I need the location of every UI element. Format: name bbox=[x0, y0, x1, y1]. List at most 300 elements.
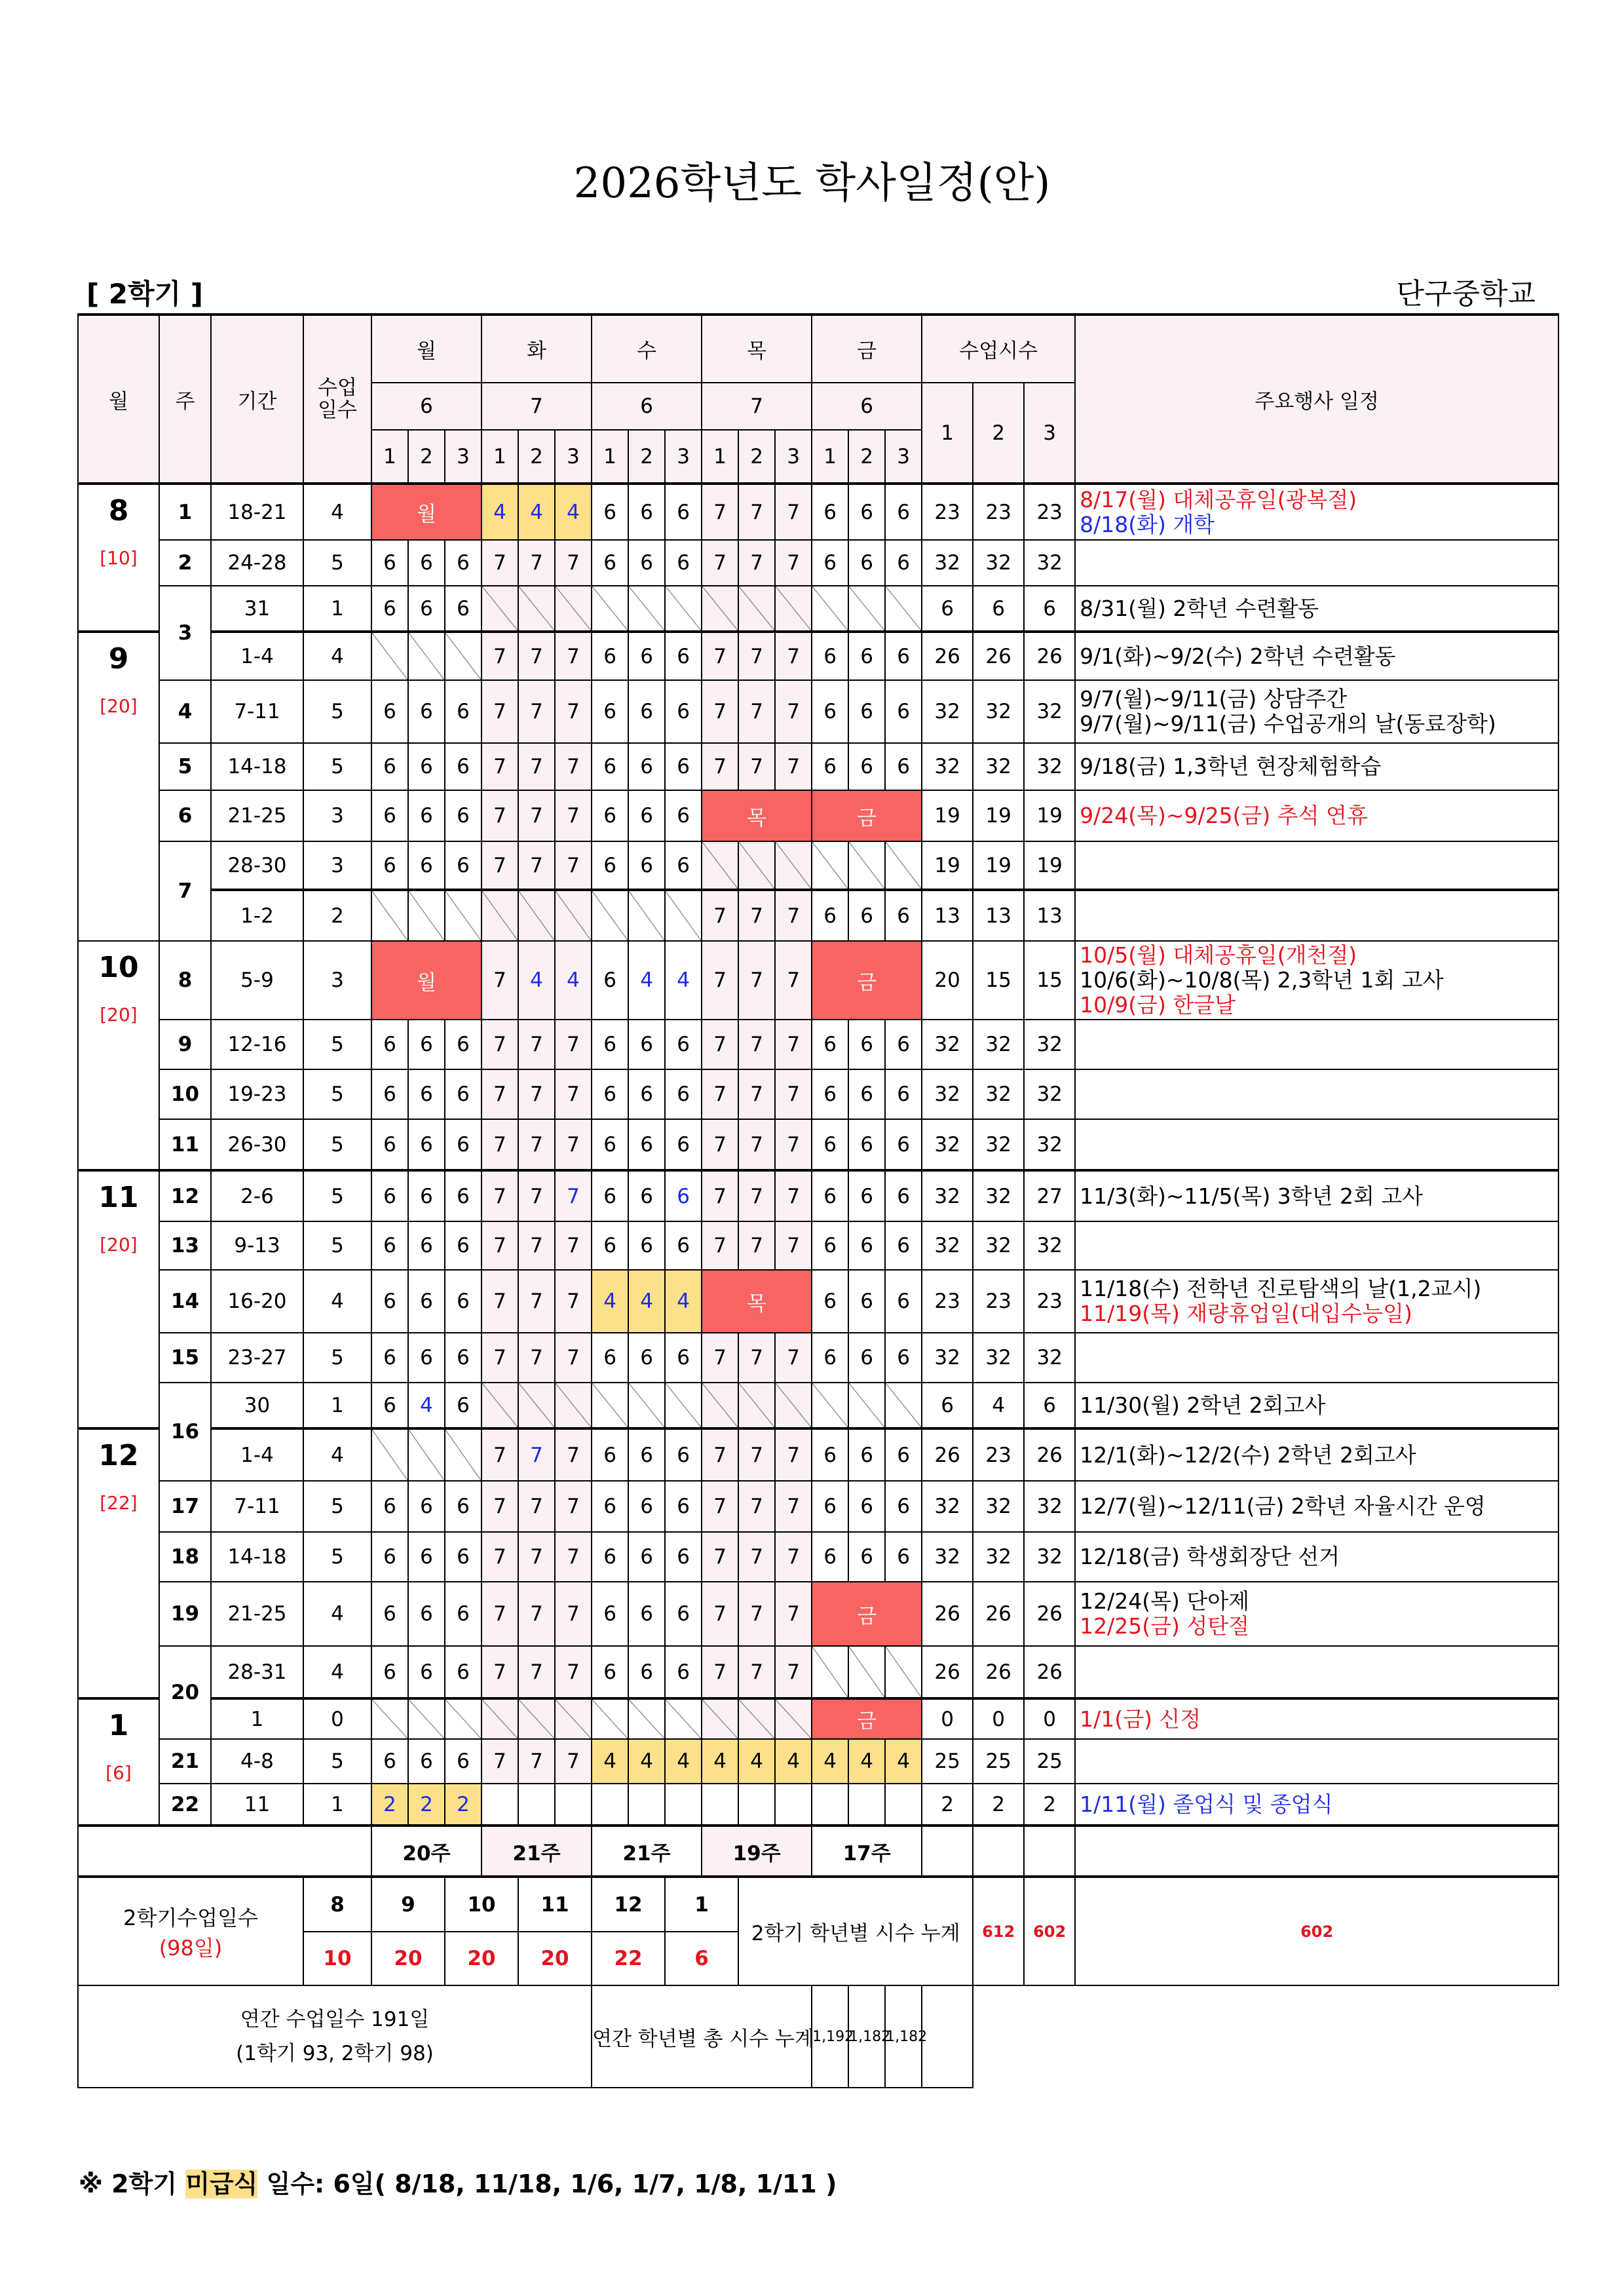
grade-hours-total: 602 bbox=[1024, 1877, 1075, 1985]
period-count-cell: 7 bbox=[555, 1221, 592, 1270]
schedule-row bbox=[78, 1221, 1558, 1270]
period-count-cell: 6 bbox=[408, 680, 445, 743]
period-count-cell: 6 bbox=[848, 680, 885, 743]
period-count-cell: 6 bbox=[665, 1170, 702, 1221]
event-text: 12/1(화)~12/2(수) 2학년 2회고사 bbox=[1080, 1442, 1416, 1468]
header-hours-grade: 1 bbox=[922, 383, 973, 484]
period-count-cell: 7 bbox=[702, 484, 738, 540]
header-hours-grade: 3 bbox=[1024, 383, 1075, 484]
schedule-table bbox=[77, 313, 1559, 2088]
schedule-row bbox=[78, 1170, 1558, 1221]
period-count-cell: 6 bbox=[885, 540, 922, 586]
period-count-cell: 7 bbox=[702, 1481, 738, 1532]
period-count-cell: 7 bbox=[555, 632, 592, 680]
event-text: 1/11(월) 졸업식 및 종업식 bbox=[1080, 1791, 1333, 1817]
period-count-cell bbox=[738, 1383, 775, 1428]
hours-grade-2: 32 bbox=[973, 540, 1024, 586]
period-cell: 1-2 bbox=[211, 890, 303, 941]
period-count-cell: 7 bbox=[482, 790, 518, 841]
week-number: 22 bbox=[159, 1784, 211, 1826]
hours-grade-1: 26 bbox=[922, 632, 973, 680]
period-count-cell: 7 bbox=[518, 841, 555, 890]
event-text: 11/18(수) 전학년 진로탐색의 날(1,2교시) bbox=[1080, 1276, 1482, 1301]
period-count-cell bbox=[848, 841, 885, 890]
period-cell: 16-20 bbox=[211, 1270, 303, 1333]
header-grade-num: 2 bbox=[848, 430, 885, 484]
period-count-cell: 7 bbox=[702, 1333, 738, 1383]
header-grade-num: 3 bbox=[555, 430, 592, 484]
period-count-cell: 6 bbox=[408, 1270, 445, 1333]
header-day: 수 bbox=[592, 315, 702, 383]
period-count-cell: 6 bbox=[665, 680, 702, 743]
period-count-cell: 6 bbox=[848, 743, 885, 790]
month-days-bracket: [6] bbox=[105, 1762, 132, 1784]
period-count-cell: 6 bbox=[628, 1582, 665, 1646]
period-count-cell: 7 bbox=[555, 743, 592, 790]
summary-month: 8 bbox=[303, 1877, 371, 1932]
holiday-block: 금 bbox=[812, 790, 922, 841]
period-count-cell bbox=[482, 1784, 518, 1826]
period-count-cell: 4 bbox=[848, 1739, 885, 1784]
period-count-cell: 7 bbox=[738, 1020, 775, 1069]
hours-grade-1: 32 bbox=[922, 1532, 973, 1582]
hours-grade-3: 32 bbox=[1024, 1532, 1075, 1582]
hours-grade-1: 32 bbox=[922, 1119, 973, 1170]
hours-grade-3: 32 bbox=[1024, 1481, 1075, 1532]
period-count-cell: 6 bbox=[445, 540, 482, 586]
month-cell bbox=[78, 484, 159, 632]
period-count-cell: 6 bbox=[885, 680, 922, 743]
month-cell bbox=[78, 1698, 159, 1826]
period-count-cell: 7 bbox=[702, 1532, 738, 1582]
event-text: 8/18(화) 개학 bbox=[1080, 511, 1215, 537]
summary-month: 10 bbox=[445, 1877, 518, 1932]
period-count-cell: 6 bbox=[408, 1069, 445, 1119]
hours-grade-3: 32 bbox=[1024, 540, 1075, 586]
week-number: 2 bbox=[159, 540, 211, 586]
class-days-cell: 4 bbox=[303, 484, 371, 540]
period-count-cell: 7 bbox=[775, 890, 812, 941]
period-cell: 1-4 bbox=[211, 632, 303, 680]
events-cell bbox=[1075, 1428, 1558, 1481]
period-count-cell: 6 bbox=[885, 1532, 922, 1582]
period-count-cell: 7 bbox=[518, 540, 555, 586]
period-count-cell: 6 bbox=[848, 1333, 885, 1383]
hours-grade-3: 19 bbox=[1024, 790, 1075, 841]
period-count-cell: 6 bbox=[371, 1221, 408, 1270]
page-title: 2026학년도 학사일정(안) bbox=[573, 159, 1051, 208]
class-days-cell: 5 bbox=[303, 1020, 371, 1069]
period-cell: 14-18 bbox=[211, 1532, 303, 1582]
month-number: 1 bbox=[108, 1709, 129, 1742]
period-count-cell: 6 bbox=[665, 841, 702, 890]
period-count-cell bbox=[775, 1784, 812, 1826]
hours-grade-2: 25 bbox=[973, 1739, 1024, 1784]
header-day-periods: 7 bbox=[702, 383, 812, 430]
schedule-row bbox=[78, 1383, 1558, 1428]
period-count-cell: 7 bbox=[555, 1270, 592, 1333]
period-count-cell bbox=[812, 586, 848, 632]
week-number: 15 bbox=[159, 1333, 211, 1383]
hours-grade-2: 6 bbox=[973, 586, 1024, 632]
schedule-row bbox=[78, 1428, 1558, 1481]
period-count-cell: 7 bbox=[482, 1270, 518, 1333]
period-count-cell: 7 bbox=[482, 680, 518, 743]
period-count-cell: 6 bbox=[408, 841, 445, 890]
period-count-cell: 6 bbox=[408, 1221, 445, 1270]
period-count-cell bbox=[665, 890, 702, 941]
summary-month: 12 bbox=[592, 1877, 665, 1932]
period-cell: 28-31 bbox=[211, 1646, 303, 1698]
period-count-cell: 7 bbox=[518, 1170, 555, 1221]
period-count-cell: 7 bbox=[775, 1170, 812, 1221]
schedule-row bbox=[78, 484, 1558, 540]
period-count-cell bbox=[702, 841, 738, 890]
event-text: 11/19(목) 재량휴업일(대입수능일) bbox=[1080, 1301, 1412, 1326]
period-count-cell: 7 bbox=[555, 1582, 592, 1646]
period-count-cell: 4 bbox=[812, 1739, 848, 1784]
header-class-days: 수업 일수 bbox=[303, 315, 371, 484]
period-count-cell: 7 bbox=[738, 632, 775, 680]
period-count-cell: 6 bbox=[885, 890, 922, 941]
summary-month-days: 22 bbox=[592, 1932, 665, 1985]
class-days-cell: 5 bbox=[303, 1739, 371, 1784]
event-text: 8/31(월) 2학년 수련활동 bbox=[1080, 595, 1319, 621]
period-count-cell: 6 bbox=[848, 1481, 885, 1532]
period-count-cell: 6 bbox=[848, 1119, 885, 1170]
period-count-cell: 7 bbox=[555, 1170, 592, 1221]
period-count-cell bbox=[885, 1383, 922, 1428]
period-count-cell: 6 bbox=[665, 1646, 702, 1698]
period-count-cell bbox=[518, 1784, 555, 1826]
period-count-cell: 6 bbox=[665, 1582, 702, 1646]
period-count-cell: 6 bbox=[592, 540, 628, 586]
class-days-cell: 4 bbox=[303, 1428, 371, 1481]
period-count-cell: 7 bbox=[702, 1069, 738, 1119]
period-count-cell: 6 bbox=[665, 1481, 702, 1532]
schedule-row bbox=[78, 1069, 1558, 1119]
period-count-cell: 6 bbox=[628, 540, 665, 586]
week-total: 17주 bbox=[812, 1826, 922, 1877]
period-count-cell: 6 bbox=[812, 680, 848, 743]
hours-grade-1: 32 bbox=[922, 1170, 973, 1221]
event-text: 11/30(월) 2학년 2회고사 bbox=[1080, 1392, 1326, 1418]
period-count-cell: 6 bbox=[885, 1428, 922, 1481]
period-count-cell bbox=[665, 1698, 702, 1739]
period-cell: 21-25 bbox=[211, 790, 303, 841]
hours-grade-2: 4 bbox=[973, 1383, 1024, 1428]
hours-grade-2: 32 bbox=[973, 743, 1024, 790]
period-count-cell: 4 bbox=[555, 484, 592, 540]
period-count-cell: 7 bbox=[482, 1020, 518, 1069]
holiday-block: 목 bbox=[702, 790, 812, 841]
period-count-cell bbox=[812, 1646, 848, 1698]
week-number: 14 bbox=[159, 1270, 211, 1333]
period-count-cell: 6 bbox=[885, 1221, 922, 1270]
schedule-row bbox=[78, 941, 1558, 1020]
period-count-cell bbox=[482, 1383, 518, 1428]
period-count-cell: 6 bbox=[592, 1069, 628, 1119]
period-count-cell bbox=[592, 1698, 628, 1739]
period-count-cell: 7 bbox=[702, 540, 738, 586]
period-count-cell: 7 bbox=[702, 1170, 738, 1221]
period-count-cell: 7 bbox=[702, 890, 738, 941]
period-count-cell: 7 bbox=[482, 841, 518, 890]
period-count-cell: 6 bbox=[371, 743, 408, 790]
annual-days-title: 연간 수업일수 191일 bbox=[240, 2008, 430, 2031]
period-count-cell bbox=[482, 890, 518, 941]
week-number: 1 bbox=[159, 484, 211, 540]
period-count-cell: 7 bbox=[702, 1428, 738, 1481]
week-total: 21주 bbox=[482, 1826, 592, 1877]
schedule-row bbox=[78, 1020, 1558, 1069]
period-count-cell: 6 bbox=[408, 1582, 445, 1646]
period-count-cell: 6 bbox=[408, 1170, 445, 1221]
footnote-highlight: 미급식 bbox=[185, 2170, 258, 2198]
period-count-cell bbox=[665, 1383, 702, 1428]
period-cell: 11 bbox=[211, 1784, 303, 1826]
period-count-cell bbox=[518, 1698, 555, 1739]
hours-grade-3: 13 bbox=[1024, 890, 1075, 941]
period-count-cell: 7 bbox=[555, 841, 592, 890]
period-count-cell: 6 bbox=[885, 1069, 922, 1119]
hours-grade-1: 20 bbox=[922, 941, 973, 1020]
period-count-cell: 6 bbox=[592, 1020, 628, 1069]
period-count-cell: 4 bbox=[775, 1739, 812, 1784]
period-count-cell: 4 bbox=[628, 941, 665, 1020]
events-cell bbox=[1075, 1270, 1558, 1333]
period-count-cell: 7 bbox=[738, 941, 775, 1020]
hours-grade-2: 26 bbox=[973, 1646, 1024, 1698]
period-count-cell: 6 bbox=[371, 841, 408, 890]
period-count-cell: 6 bbox=[885, 1270, 922, 1333]
period-count-cell: 6 bbox=[812, 1270, 848, 1333]
event-text: 9/7(월)~9/11(금) 상담주간 bbox=[1080, 686, 1348, 712]
hours-grade-3: 26 bbox=[1024, 1646, 1075, 1698]
event-text: 12/25(금) 성탄절 bbox=[1080, 1613, 1250, 1639]
schedule-row bbox=[78, 1784, 1558, 1826]
events-cell bbox=[1075, 1646, 1558, 1698]
period-count-cell: 6 bbox=[628, 484, 665, 540]
period-count-cell: 6 bbox=[408, 1020, 445, 1069]
header-grade-num: 3 bbox=[445, 430, 482, 484]
period-count-cell: 6 bbox=[812, 1532, 848, 1582]
month-cell bbox=[78, 1170, 159, 1428]
period-count-cell bbox=[445, 890, 482, 941]
period-count-cell: 6 bbox=[592, 790, 628, 841]
week-totals-blank bbox=[78, 1826, 371, 1877]
period-count-cell: 7 bbox=[555, 790, 592, 841]
period-count-cell: 6 bbox=[628, 680, 665, 743]
annual-hours-total: 1,192 bbox=[812, 1985, 848, 2088]
period-count-cell: 7 bbox=[555, 1428, 592, 1481]
hours-grade-1: 32 bbox=[922, 743, 973, 790]
month-cell bbox=[78, 941, 159, 1170]
period-count-cell: 7 bbox=[518, 1119, 555, 1170]
month-number: 10 bbox=[98, 951, 139, 984]
month-number: 8 bbox=[108, 494, 129, 527]
events-cell bbox=[1075, 1582, 1558, 1646]
period-count-cell: 2 bbox=[371, 1784, 408, 1826]
semester-days-title: 2학기수업일수 bbox=[123, 1905, 258, 1930]
period-count-cell bbox=[555, 1698, 592, 1739]
period-count-cell bbox=[555, 586, 592, 632]
period-count-cell: 7 bbox=[702, 680, 738, 743]
events-cell bbox=[1075, 1698, 1558, 1739]
hours-grade-3: 32 bbox=[1024, 680, 1075, 743]
summary-month-days: 6 bbox=[665, 1932, 738, 1985]
period-count-cell bbox=[628, 586, 665, 632]
period-count-cell: 7 bbox=[518, 1221, 555, 1270]
period-cell: 7-11 bbox=[211, 1481, 303, 1532]
period-count-cell: 4 bbox=[885, 1739, 922, 1784]
hours-grade-3: 26 bbox=[1024, 1582, 1075, 1646]
period-count-cell: 6 bbox=[371, 1739, 408, 1784]
period-count-cell: 6 bbox=[628, 841, 665, 890]
period-count-cell: 7 bbox=[555, 1646, 592, 1698]
period-count-cell: 7 bbox=[775, 1069, 812, 1119]
period-count-cell: 6 bbox=[445, 1333, 482, 1383]
period-count-cell: 6 bbox=[848, 1069, 885, 1119]
period-cell: 30 bbox=[211, 1383, 303, 1428]
week-total: 20주 bbox=[371, 1826, 482, 1877]
week-number: 7 bbox=[159, 841, 211, 941]
header-day-periods: 6 bbox=[592, 383, 702, 430]
events-cell bbox=[1075, 790, 1558, 841]
period-count-cell: 6 bbox=[885, 484, 922, 540]
schedule-row bbox=[78, 586, 1558, 632]
period-cell: 19-23 bbox=[211, 1069, 303, 1119]
summary-month: 11 bbox=[518, 1877, 592, 1932]
period-count-cell: 6 bbox=[628, 1221, 665, 1270]
hours-grade-2: 32 bbox=[973, 1069, 1024, 1119]
period-count-cell: 6 bbox=[445, 1739, 482, 1784]
period-count-cell: 6 bbox=[848, 1020, 885, 1069]
period-count-cell: 4 bbox=[702, 1739, 738, 1784]
hours-grade-3: 6 bbox=[1024, 1383, 1075, 1428]
hours-grade-2: 19 bbox=[973, 841, 1024, 890]
annual-blank bbox=[922, 1985, 973, 2088]
period-count-cell: 4 bbox=[665, 941, 702, 1020]
period-count-cell: 6 bbox=[371, 1532, 408, 1582]
hours-grade-1: 32 bbox=[922, 1481, 973, 1532]
period-count-cell: 6 bbox=[592, 1646, 628, 1698]
period-count-cell: 7 bbox=[555, 1119, 592, 1170]
hours-grade-2: 15 bbox=[973, 941, 1024, 1020]
events-cell bbox=[1075, 540, 1558, 586]
period-count-cell: 6 bbox=[445, 1481, 482, 1532]
period-count-cell: 6 bbox=[445, 1646, 482, 1698]
class-days-cell: 5 bbox=[303, 1481, 371, 1532]
period-count-cell bbox=[592, 1784, 628, 1826]
events-cell bbox=[1075, 941, 1558, 1020]
period-count-cell: 6 bbox=[665, 1428, 702, 1481]
schedule-row bbox=[78, 540, 1558, 586]
period-count-cell bbox=[371, 1698, 408, 1739]
period-count-cell bbox=[702, 1784, 738, 1826]
period-count-cell: 7 bbox=[482, 1333, 518, 1383]
hours-grade-3: 32 bbox=[1024, 1221, 1075, 1270]
period-count-cell: 7 bbox=[518, 1428, 555, 1481]
period-cell: 14-18 bbox=[211, 743, 303, 790]
class-days-cell: 5 bbox=[303, 1069, 371, 1119]
period-count-cell: 6 bbox=[665, 1221, 702, 1270]
week-number: 20 bbox=[159, 1646, 211, 1739]
holiday-block: 목 bbox=[702, 1270, 812, 1333]
period-count-cell bbox=[555, 890, 592, 941]
period-count-cell: 7 bbox=[775, 1646, 812, 1698]
period-count-cell: 6 bbox=[592, 484, 628, 540]
period-count-cell bbox=[371, 632, 408, 680]
hours-grade-3: 32 bbox=[1024, 1020, 1075, 1069]
period-count-cell: 6 bbox=[665, 1020, 702, 1069]
period-count-cell: 7 bbox=[738, 1532, 775, 1582]
period-count-cell bbox=[408, 1428, 445, 1481]
week-number: 6 bbox=[159, 790, 211, 841]
hours-grade-1: 19 bbox=[922, 790, 973, 841]
period-count-cell: 6 bbox=[885, 743, 922, 790]
schedule-row bbox=[78, 1739, 1558, 1784]
period-cell: 28-30 bbox=[211, 841, 303, 890]
class-days-cell: 3 bbox=[303, 941, 371, 1020]
period-count-cell: 6 bbox=[592, 1333, 628, 1383]
period-count-cell: 7 bbox=[738, 484, 775, 540]
period-count-cell: 6 bbox=[665, 1333, 702, 1383]
period-count-cell: 2 bbox=[408, 1784, 445, 1826]
period-count-cell bbox=[371, 890, 408, 941]
period-count-cell: 6 bbox=[628, 1646, 665, 1698]
hours-grade-3: 23 bbox=[1024, 484, 1075, 540]
period-count-cell: 7 bbox=[518, 1532, 555, 1582]
period-count-cell: 6 bbox=[371, 540, 408, 586]
header-grade-num: 2 bbox=[738, 430, 775, 484]
holiday-block: 금 bbox=[812, 1698, 922, 1739]
period-count-cell: 7 bbox=[775, 680, 812, 743]
event-text: 12/18(금) 학생회장단 선거 bbox=[1080, 1544, 1340, 1569]
period-count-cell: 7 bbox=[775, 1532, 812, 1582]
hours-grade-1: 6 bbox=[922, 1383, 973, 1428]
hours-grade-2: 0 bbox=[973, 1698, 1024, 1739]
period-count-cell: 6 bbox=[371, 1020, 408, 1069]
hours-grade-1: 2 bbox=[922, 1784, 973, 1826]
header-grade-num: 1 bbox=[371, 430, 408, 484]
period-count-cell bbox=[738, 586, 775, 632]
period-count-cell: 7 bbox=[555, 1069, 592, 1119]
period-count-cell: 6 bbox=[445, 841, 482, 890]
events-cell bbox=[1075, 484, 1558, 540]
period-count-cell: 7 bbox=[738, 1428, 775, 1481]
semester-days-label bbox=[78, 1877, 303, 1985]
period-count-cell: 6 bbox=[445, 790, 482, 841]
period-count-cell: 6 bbox=[371, 1582, 408, 1646]
period-count-cell: 7 bbox=[702, 743, 738, 790]
header-grade-num: 3 bbox=[775, 430, 812, 484]
period-count-cell: 6 bbox=[371, 1481, 408, 1532]
hours-grade-3: 32 bbox=[1024, 743, 1075, 790]
event-text: 12/24(목) 단아제 bbox=[1080, 1588, 1250, 1614]
class-days-cell: 5 bbox=[303, 1333, 371, 1383]
week-number: 17 bbox=[159, 1481, 211, 1532]
period-count-cell: 6 bbox=[665, 540, 702, 586]
event-text: 9/7(월)~9/11(금) 수업공개의 날(동료장학) bbox=[1080, 711, 1496, 737]
schedule-row bbox=[78, 841, 1558, 890]
period-count-cell: 6 bbox=[371, 1646, 408, 1698]
period-count-cell: 7 bbox=[738, 1119, 775, 1170]
period-count-cell: 7 bbox=[775, 1428, 812, 1481]
hours-grade-1: 26 bbox=[922, 1428, 973, 1481]
period-count-cell: 6 bbox=[592, 680, 628, 743]
hours-grade-2: 19 bbox=[973, 790, 1024, 841]
